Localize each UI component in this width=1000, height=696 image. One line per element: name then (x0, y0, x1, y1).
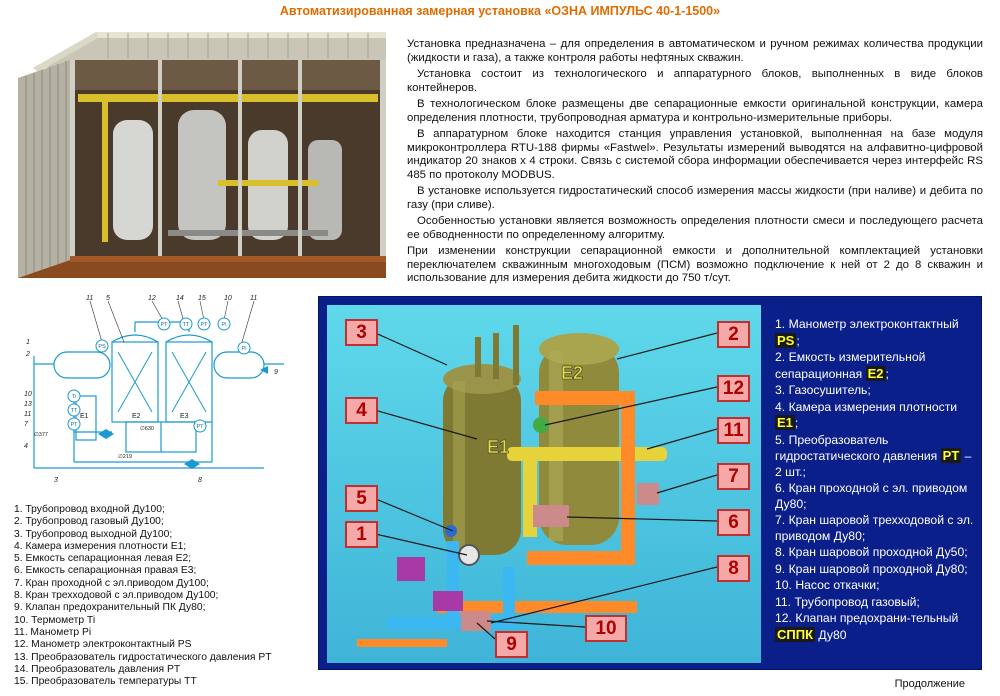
schematic-e3: E3 (180, 413, 189, 420)
legend-item: 14. Преобразователь давления PT (14, 663, 181, 675)
gauge-label: TT (70, 408, 78, 414)
schematic-num: 13 (24, 401, 32, 408)
render-legend-item: 2. Емкость измерительной сепарационная E2 ; (775, 350, 926, 381)
render-legend-item: 7. Кран шаровой трехходовой с эл. приводом Ду80; (775, 513, 974, 543)
highlight-code: PT (942, 448, 960, 463)
callout-11: 11 (717, 417, 750, 444)
schematic-e1: E1 (80, 413, 89, 420)
schematic-num: 4 (24, 443, 28, 450)
highlight-code: PS (777, 332, 795, 348)
callout-4: 4 (345, 397, 378, 424)
schematic-num: 15 (198, 295, 206, 302)
schematic-d219: ∅219 (118, 454, 132, 460)
schematic-num: 11 (250, 295, 258, 302)
legend-item: 9. Клапан предохранительный ПК Ду80; (14, 602, 206, 614)
desc-paragraph: В установке используется гидростатический способ измерения массы жидкости (при наливе) и дебита по газу (при сливе). (407, 185, 983, 211)
callout-7: 7 (717, 463, 750, 490)
callout-2: 2 (717, 321, 750, 348)
desc-paragraph: Установка состоит из технологического и аппаратурного блоков, выполненных в виде блоков контейнеров. (407, 68, 983, 94)
legend-item: 7. Кран проходной с эл.приводом Ду100; (14, 577, 209, 589)
legend-item: 8. Кран трехходовой с эл.приводом Ду100; (14, 590, 219, 602)
render-legend-item: 1. Манометр электроконтактный PS ; (775, 317, 959, 348)
schematic-num: 1 (26, 339, 30, 346)
callout-6: 6 (717, 509, 750, 536)
legend-item: 5. Емкость сепарационная левая Е2; (14, 553, 192, 565)
continue-link[interactable]: Продолжение (894, 678, 965, 690)
process-schematic (14, 292, 299, 500)
legend-item: 10. Термометр Ti (14, 614, 96, 626)
render-legend-item: 12. Клапан предохрани-тельный СППК Ду80 (775, 611, 959, 642)
schematic-e2: E2 (132, 413, 141, 420)
legend-item: 2. Трубопровод газовый Ду100; (14, 516, 164, 528)
schematic-num: 10 (224, 295, 232, 302)
callout-5: 5 (345, 485, 378, 512)
tank-label-e1: E1 (487, 437, 510, 457)
legend-item: 13. Преобразователь гидростатического давления PT (14, 651, 272, 663)
schematic-num: 9 (274, 369, 278, 376)
desc-paragraph: В аппаратурном блоке находится станция управления установкой, выполненная на базе модуля микроконтроллера RTU-188 фирмы «Fastwel». Результаты измерений выводятся на алфавитно-цифровой индикатор 20 знаков х 4 строки. Связь с системой сбора информации обеспечивается через интерфейс RS 485 по протоколу MODBUS. (407, 128, 983, 181)
legend-item: 1. Трубопровод входной Ду100; (14, 504, 165, 515)
gauge-label: PT (200, 322, 208, 328)
component-legend (14, 504, 314, 688)
render-legend-item: 11. Трубопровод газовый; (775, 594, 920, 609)
gauge-label: TT (182, 322, 190, 328)
gauge-label: PS (98, 344, 106, 350)
render-legend-item: 5. Преобразователь гидростатического давления PT – 2 шт.; (775, 432, 972, 479)
gauge-label: PT (160, 322, 168, 328)
callout-3: 3 (345, 319, 378, 346)
installation-photo (18, 30, 388, 278)
desc-paragraph: Особенностью установки является возможность определения плотности смеси и последующего расчета ее обводненности по определенному алгоритму. (407, 215, 983, 241)
gauge-label: PT (196, 424, 204, 430)
schematic-num: 10 (24, 391, 32, 398)
render-legend-item: 4. Камера измерения плотности E1 ; (775, 399, 958, 430)
schematic-num: 12 (148, 295, 156, 302)
schematic-d377: ∅377 (34, 432, 48, 438)
render-legend-item: 8. Кран шаровой проходной Ду50; (775, 545, 968, 559)
schematic-num: 5 (106, 295, 110, 302)
callout-9: 9 (495, 631, 528, 658)
render-legend-item: 6. Кран проходной с эл. приводом Ду80; (775, 481, 968, 511)
desc-paragraph: В технологическом блоке размещены две сепарационные емкости оригинальной конструкции, камера определения плотности, трубопроводная арматура и контрольно-измерительные приборы. (407, 98, 983, 124)
callout-1: 1 (345, 521, 378, 548)
render-legend-item: 3. Газосушитель; (775, 383, 871, 397)
render-legend-item: 9. Кран шаровой проходной Ду80; (775, 561, 968, 576)
gauge-label: Ti (71, 394, 77, 400)
schematic-num: 3 (54, 477, 58, 484)
callout-12: 12 (717, 375, 750, 402)
callout-10: 10 (585, 615, 627, 642)
render-viewport (327, 305, 761, 663)
schematic-d630: ∅630 (140, 426, 154, 432)
schematic-num: 7 (24, 421, 28, 428)
schematic-num: 8 (198, 477, 202, 484)
legend-item: 3. Трубопровод выходной Ду100; (14, 528, 173, 540)
page-title: Автоматизированная замерная установка «ОЗНА ИМПУЛЬС 40-1-1500» (279, 4, 721, 18)
tank-label-e2: E2 (561, 363, 584, 383)
description-text (407, 38, 983, 289)
legend-item: 15. Преобразователь температуры TT (14, 676, 197, 688)
schematic-num: 14 (176, 295, 184, 302)
render-panel (318, 296, 982, 670)
gauge-label: Pi (241, 346, 247, 352)
legend-item: 6. Емкость сепарационная правая Е3; (14, 565, 197, 577)
desc-paragraph: При изменении конструкции сепарационной емкости и дополнительной комплектацией установки переключателем скважинным многоходовым (ПСМ) возможно подключение к ней от 2 до 8 скважин и использование для измерения дебита жидкости до 750 т/сут. (407, 245, 983, 284)
gauge-label: PT (70, 422, 78, 428)
highlight-code: E1 (777, 415, 793, 430)
schematic-num: 2 (26, 351, 30, 358)
schematic-num: 11 (86, 295, 94, 302)
schematic-num: 11 (24, 411, 32, 418)
desc-paragraph: Установка предназначена – для определения в автоматическом и ручном режимах количества продукции (жидкости и газа), а также контроля работы нефтяных скважин. (407, 38, 983, 64)
render-legend-item: 10. Насос откачки; (775, 578, 880, 592)
highlight-code: СППК (777, 626, 814, 642)
gauge-label: Pi (221, 322, 227, 328)
legend-item: 11. Манометр Pi (14, 626, 92, 638)
legend-item: 4. Камера измерения плотности Е1; (14, 540, 187, 552)
callout-8: 8 (717, 555, 750, 582)
highlight-code: E2 (867, 365, 884, 381)
render-legend (775, 317, 980, 644)
legend-item: 12. Манометр электроконтактный PS (14, 639, 192, 651)
